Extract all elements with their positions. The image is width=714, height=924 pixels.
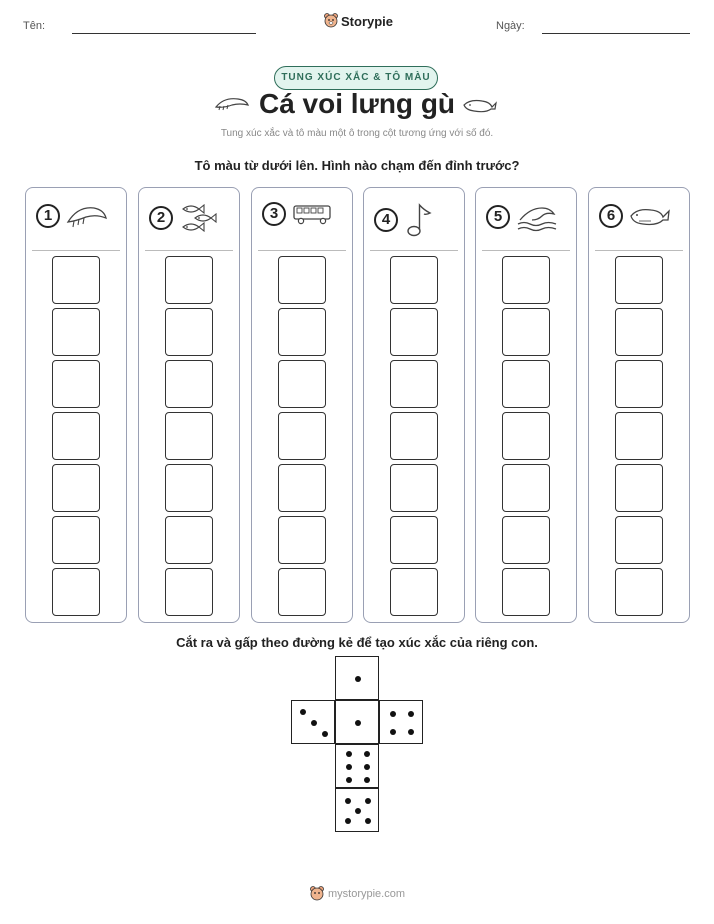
brand-name: Storypie [341,13,394,29]
footer [310,886,405,902]
color-cell[interactable] [390,568,438,616]
krill-icon [66,202,108,230]
column-3 [251,187,353,623]
color-cell[interactable] [390,360,438,408]
color-cell[interactable] [278,256,326,304]
die-pip [322,731,328,737]
whale-icon [629,202,671,230]
column-number: 4 [374,208,398,232]
name-label: Tên: [23,20,46,32]
color-cell[interactable] [165,516,213,564]
color-cell[interactable] [278,516,326,564]
column-divider [258,250,346,251]
color-cell[interactable] [165,308,213,356]
color-cell[interactable] [52,360,100,408]
page-title: Cá voi lưng gù [258,88,456,119]
die-pip [355,808,361,814]
die-face [335,788,379,832]
die-pip [365,818,371,824]
die-pip [300,709,306,715]
color-cell[interactable] [52,308,100,356]
color-cell[interactable] [52,256,100,304]
die-pip [345,818,351,824]
color-cell[interactable] [615,568,663,616]
die-pip [345,798,351,804]
column-number: 3 [262,202,286,226]
die-pip [346,751,352,757]
color-cell[interactable] [502,256,550,304]
column-4 [363,187,465,623]
color-cell[interactable] [502,568,550,616]
color-cell[interactable] [502,412,550,460]
whale-icon [462,95,498,115]
color-cell[interactable] [615,516,663,564]
cut-instruction: Cắt ra và gấp theo đường kẻ để tạo xúc xắc của riêng con. [176,635,538,650]
footer-url: mystorypie.com [328,888,406,900]
color-cell[interactable] [278,464,326,512]
color-cell[interactable] [390,464,438,512]
column-number: 2 [149,206,173,230]
cell-stack [165,256,213,620]
color-cell[interactable] [390,256,438,304]
color-cell[interactable] [615,308,663,356]
die-pip [364,764,370,770]
color-cell[interactable] [615,464,663,512]
cell-stack [615,256,663,620]
die-face [335,656,379,700]
wave-icon [516,202,558,232]
color-cell[interactable] [615,360,663,408]
column-number: 1 [36,204,60,228]
color-cell[interactable] [502,308,550,356]
date-line [542,33,690,34]
color-cell[interactable] [52,412,100,460]
color-cell[interactable] [278,360,326,408]
color-cell[interactable] [615,256,663,304]
column-5 [475,187,577,623]
die-pip [390,711,396,717]
cell-stack [52,256,100,620]
color-cell[interactable] [165,412,213,460]
color-cell[interactable] [165,568,213,616]
die-pip [311,720,317,726]
die-pip [364,777,370,783]
column-divider [482,250,570,251]
name-line [72,33,256,34]
column-2 [138,187,240,623]
column-divider [145,250,233,251]
color-cell[interactable] [165,360,213,408]
color-cell[interactable] [278,308,326,356]
die-face [335,744,379,788]
fish-school-icon [179,202,221,234]
die-pip [355,676,361,682]
die-pip [408,711,414,717]
column-divider [370,250,458,251]
color-cell[interactable] [52,464,100,512]
column-number: 5 [486,205,510,229]
color-cell[interactable] [390,516,438,564]
color-cell[interactable] [502,464,550,512]
die-pip [365,798,371,804]
color-cell[interactable] [278,412,326,460]
die-pip [390,729,396,735]
color-cell[interactable] [390,308,438,356]
die-face [291,700,335,744]
coloring-instruction: Tô màu từ dưới lên. Hình nào chạm đến đỉnh trước? [194,158,520,173]
color-cell[interactable] [278,568,326,616]
bear-logo-icon [310,886,324,902]
die-face [335,700,379,744]
column-1 [25,187,127,623]
color-cell[interactable] [502,516,550,564]
die-pip [355,720,361,726]
bear-logo-icon [324,13,338,29]
color-cell[interactable] [165,256,213,304]
column-number: 6 [599,204,623,228]
color-cell[interactable] [165,464,213,512]
color-cell[interactable] [615,412,663,460]
activity-badge: TUNG XÚC XẮC & TÔ MÀU [274,66,438,90]
color-cell[interactable] [502,360,550,408]
date-label: Ngày: [496,20,525,32]
die-pip [346,777,352,783]
cell-stack [502,256,550,620]
cell-stack [390,256,438,620]
brand-logo [324,13,393,29]
bus-icon [292,202,334,226]
color-cell[interactable] [52,516,100,564]
die-pip [408,729,414,735]
column-divider [32,250,120,251]
die-pip [346,764,352,770]
column-6 [588,187,690,623]
cell-stack [278,256,326,620]
die-face [379,700,423,744]
music-note-icon [404,202,434,238]
color-cell[interactable] [390,412,438,460]
page-subtitle: Tung xúc xắc và tô màu một ô trong cột tương ứng với số đó. [220,128,494,139]
die-pip [364,751,370,757]
color-cell[interactable] [52,568,100,616]
column-divider [595,250,683,251]
